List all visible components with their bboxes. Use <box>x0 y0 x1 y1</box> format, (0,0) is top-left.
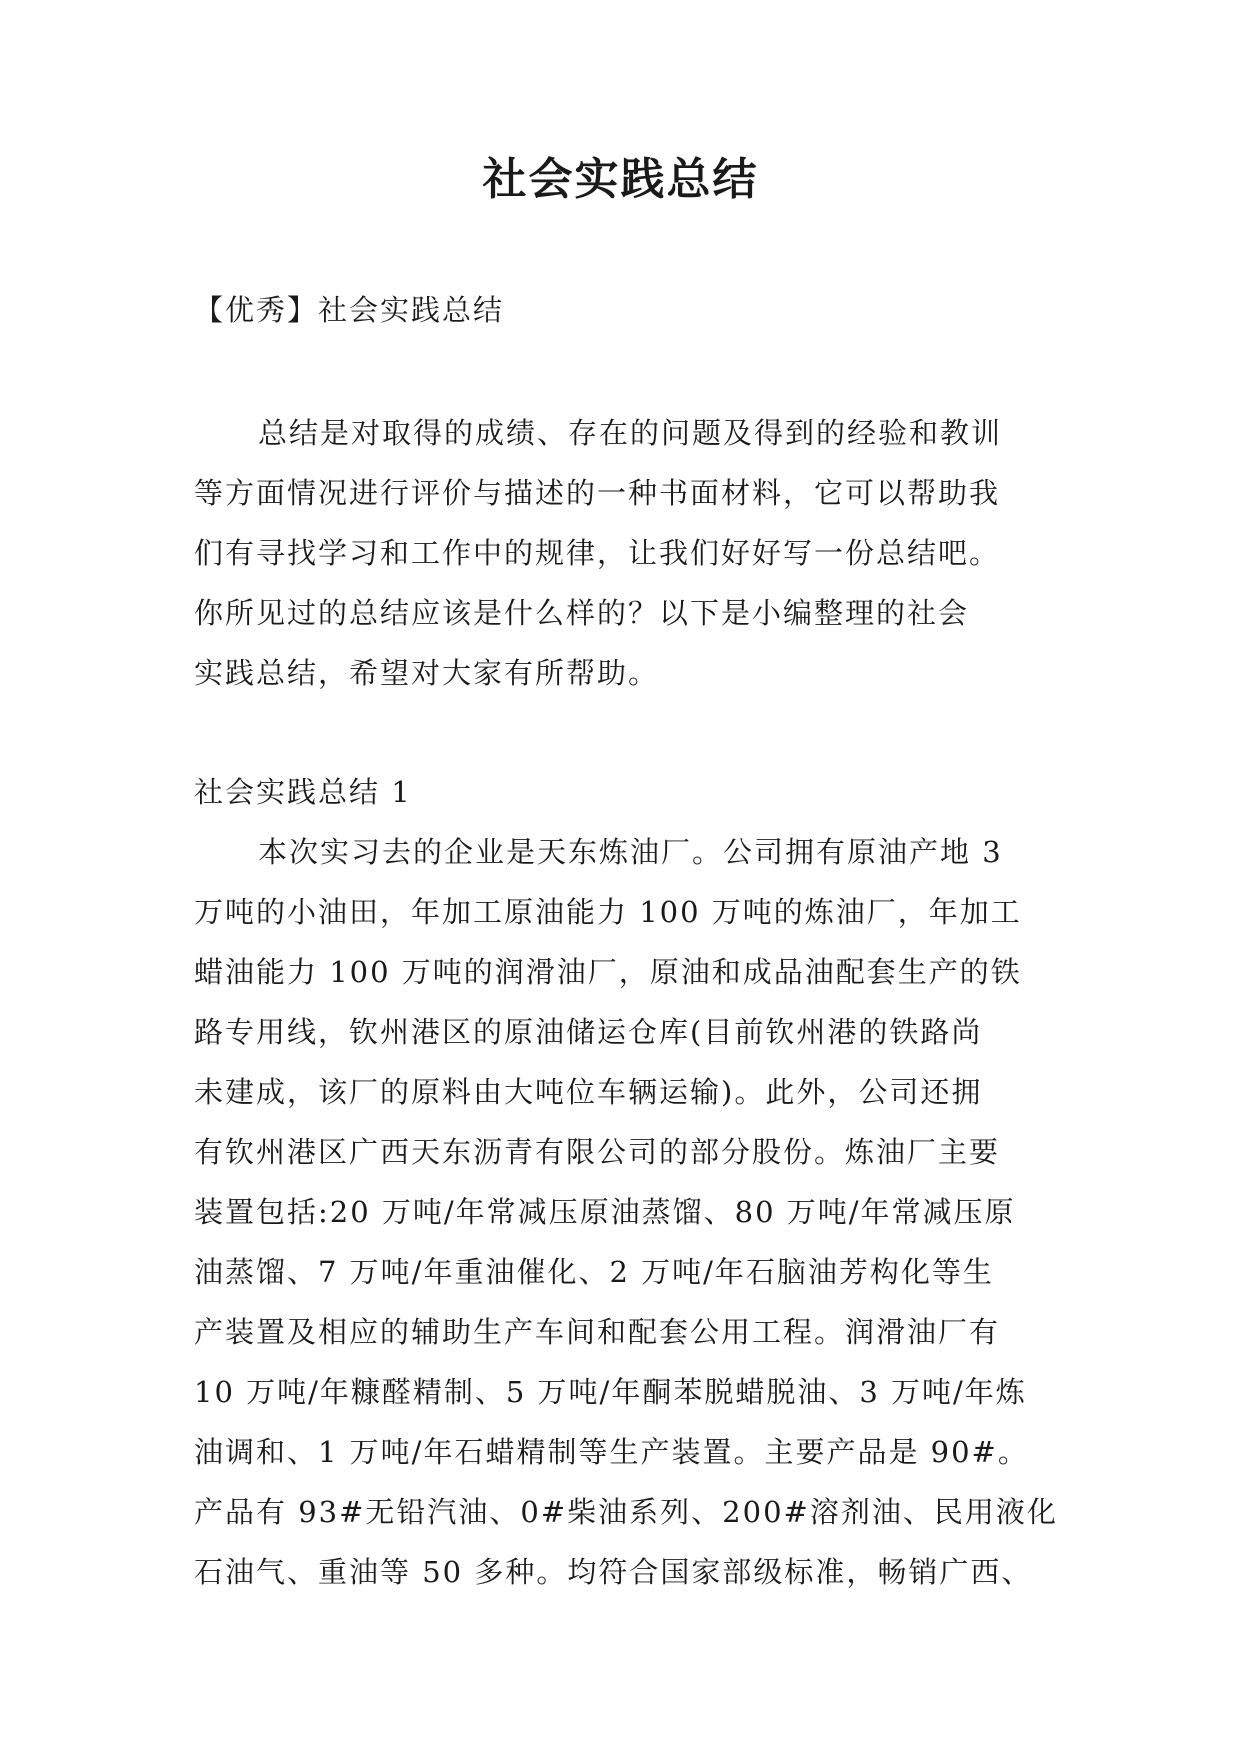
section-line: 路专用线，钦州港区的原油储运仓库(目前钦州港的铁路尚 <box>194 1015 983 1049</box>
section-line: 石油气、重油等 50 多种。均符合国家部级标准，畅销广西、 <box>194 1555 1033 1589</box>
section-line: 产装置及相应的辅助生产车间和配套公用工程。润滑油厂有 <box>194 1315 1001 1349</box>
section-line: 有钦州港区广西天东沥青有限公司的部分股份。炼油厂主要 <box>194 1135 1001 1169</box>
section-1-paragraph <box>194 822 1058 1602</box>
intro-line: 你所见过的总结应该是什么样的？以下是小编整理的社会 <box>194 596 970 630</box>
section-line: 10 万吨/年糠醛精制、5 万吨/年酮苯脱蜡脱油、3 万吨/年炼 <box>194 1375 1027 1409</box>
intro-line: 实践总结，希望对大家有所帮助。 <box>194 656 660 690</box>
section-heading: 社会实践总结 1 <box>194 775 412 809</box>
section-line: 油调和、1 万吨/年石蜡精制等生产装置。主要产品是 90#。 <box>194 1435 1029 1469</box>
section-line: 装置包括:20 万吨/年常减压原油蒸馏、80 万吨/年常减压原 <box>194 1195 1016 1229</box>
intro-line: 们有寻找学习和工作中的规律，让我们好好写一份总结吧。 <box>194 536 1001 570</box>
section-line: 产品有 93#无铅汽油、0#柴油系列、200#溶剂油、民用液化 <box>194 1495 1058 1529</box>
section-line: 万吨的小油田，年加工原油能力 100 万吨的炼油厂，年加工 <box>194 895 1022 929</box>
section-line: 本次实习去的企业是天东炼油厂。公司拥有原油产地 3 <box>258 835 1003 869</box>
document-subtitle: 【优秀】社会实践总结 <box>194 293 505 327</box>
intro-line: 等方面情况进行评价与描述的一种书面材料，它可以帮助我 <box>194 476 1001 510</box>
section-line: 未建成，该厂的原料由大吨位车辆运输)。此外，公司还拥 <box>194 1075 983 1109</box>
section-line: 蜡油能力 100 万吨的润滑油厂，原油和成品油配套生产的铁 <box>194 955 1022 989</box>
section-line: 油蒸馏、7 万吨/年重油催化、2 万吨/年石脑油芳构化等生 <box>194 1255 994 1289</box>
intro-line: 总结是对取得的成绩、存在的问题及得到的经验和教训 <box>258 416 1003 450</box>
intro-paragraph <box>194 403 1054 703</box>
page-title: 社会实践总结 <box>482 154 759 205</box>
